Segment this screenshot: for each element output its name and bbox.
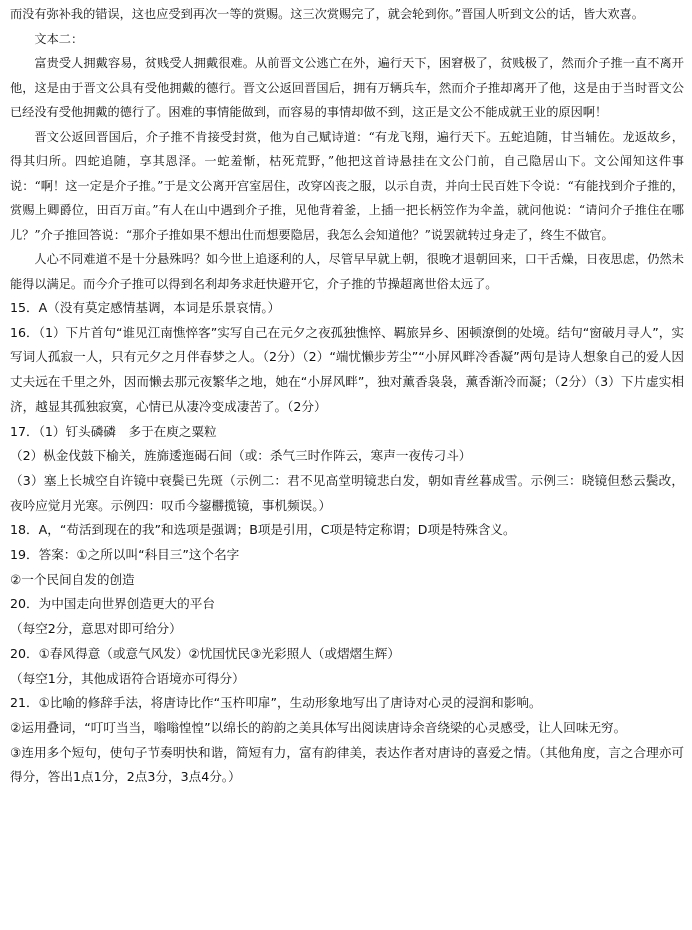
answer-19-2: ②一个民间自发的创造	[10, 571, 135, 587]
answer-15: 15．A（没有莫定感情基调，本词是乐景哀情。）	[10, 300, 281, 315]
answer-19-1: 19．答案：①之所以叫“科目三”这个名字	[10, 547, 240, 563]
answer-21-1: 21．①比喻的修辞手法，将唐诗比作“玉杵叩扉”，生动形象地写出了唐诗对心灵的浸润和影响。	[10, 695, 542, 711]
answer-19-3: 20．为中国走向世界创造更大的平台	[10, 596, 215, 612]
passage-paragraph-2: 富贵受人拥戴容易，贫贱受人拥戴很难。从前晋文公逃亡在外，遍行天下，困窘极了，贫贱极了，然而介子推一直不离开他，这是由于晋文公具有受他拥戴的德行。晋文公返回晋国后，拥有万辆兵车，然而介子推却离开了他，这是由于当时晋文公已经没有受他拥戴的德行了。困难的事情能做到，而容易的事情却做不到，这正是文公不能成就王业的原因啊！	[10, 56, 684, 119]
answer-18: 18．A，“苟活到现在的我”和选项是强调；B项是引用，C项是特定称谓；D项是特殊含义。	[10, 522, 516, 538]
answer-21-3: ③连用多个短句，使句子节奏明快和谐，简短有力，富有韵律美，表达作者对唐诗的喜爱之情。（其他角度，言之合理亦可得分，答出1点1分，2点3分，3点4分。）	[10, 744, 684, 785]
answer-20-2: （每空1分，其他成语符合语境亦可得分）	[10, 670, 245, 686]
answer-20-1: 20．①春风得意（或意气风发）②忧国忧民③光彩照人（或熠熠生辉）	[10, 645, 400, 661]
answer-17-1: 17．（1）钉头磷磷 多于在庾之粟粒	[10, 423, 217, 439]
passage-paragraph-1: 而没有弥补我的错误，这也应受到再次一等的赏赐。这三次赏赐完了，就会轮到你。”晋国人听到文公的话，皆大欢喜。	[10, 7, 644, 21]
answer-21-2: ②运用叠词，“叮叮当当，嗡嗡惶惶”以绵长的韵韵之美具体写出阅读唐诗余音绕梁的心灵感受，让人回味无穷。	[10, 719, 627, 735]
answer-19-4: （每空2分，意思对即可给分）	[10, 621, 182, 637]
passage-paragraph-4: 人心不同难道不是十分悬殊吗？如今世上追逐利的人，尽管早早就上朝，很晚才退朝回来，口干舌燥，日夜思虑，仍然未能得以满足。而今介子推可以得到名利却务求赶快避开它，介子推的节操超离世俗太远了。	[10, 252, 684, 291]
answer-16: 16．（1）下片首句“谁见江南憔悴客”实写自己在元夕之夜孤独憔悴、羁旅异乡、困顿潦倒的处境。结句“窗破月寻人”，实写词人孤寂一人，只有元夕之月伴春梦之人。（2分）（2）“端忧懒步芳尘”“小屏风畔冷香凝”两句是诗人想象自己的爱人因丈夫远在千里之外，因而懒去那元夜繁华之地，她在“小屏风畔”，独对薰香袅袅，薰香渐冷而凝；（2分）（3）下片虚实相济，越显其孤独寂寞，心情已从凄冷变成凄苦了。（2分）	[10, 324, 684, 414]
passage-paragraph-3: 晋文公返回晋国后，介子推不肯接受封赏，他为自己赋诗道：“有龙飞翔，遍行天下。五蛇追随，甘当辅佐。龙返故乡，得其归所。四蛇追随，享其恩泽。一蛇羞惭，枯死荒野，”他把这首诗悬挂在文公门前，自己隐居山下。文公闻知这件事说：“啊！这一定是介子推。”于是文公离开宫室居住，改穿凶丧之服，以示自责，并向士民百姓下令说：“有能找到介子推的，赏赐上卿爵位，田百万亩。”有人在山中遇到介子推，见他背着釜，上插一把长柄笠作为伞盖，就问他说：“请问介子推住在哪儿？”介子推回答说：“那介子推如果不想出仕而想要隐居，我怎么会知道他？”说罢就转过身走了，终生不做官。	[10, 129, 684, 242]
answer-17-3: （3）塞上长城空自许镜中衰鬓已先斑（示例二：君不见高堂明镜悲白发，朝如青丝暮成雪。示例三：晓镜但愁云鬓改，夜吟应觉月光寒。示例四：叹币今鋆橳揽镜，事机频误。）	[10, 472, 684, 513]
answer-17-2: （2）枞金伐鼓下榆关，旌旆逶迤碣石间（或：杀气三时作阵云，寒声一夜传刁斗）	[10, 448, 472, 464]
passage-label-text2: 文本二：	[34, 31, 84, 46]
